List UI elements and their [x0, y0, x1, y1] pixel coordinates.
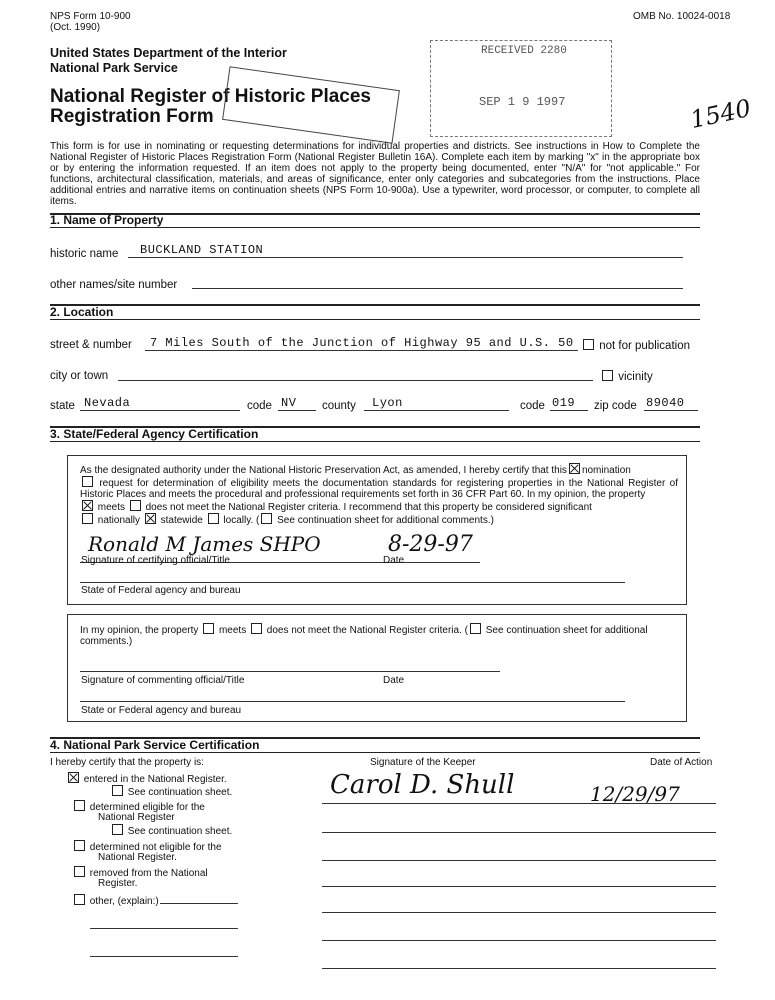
handwritten-number: 1540	[687, 93, 754, 135]
other-names-label: other names/site number	[50, 279, 178, 291]
state-code-label: code	[247, 400, 272, 412]
received-stamp	[430, 40, 612, 137]
historic-name-value[interactable]: BUCKLAND STATION	[140, 243, 264, 257]
see-cont-2[interactable]: See continuation sheet.	[110, 824, 232, 837]
does-not-meet-checkbox[interactable]	[130, 500, 141, 511]
stamp-received-text: RECEIVED 2280	[481, 45, 567, 57]
nomination-checkbox[interactable]	[569, 463, 580, 474]
certifying-signature: Ronald M James SHPO	[88, 532, 321, 556]
opinion-continuation-checkbox[interactable]	[470, 623, 481, 634]
entered-option[interactable]: entered in the National Register.	[66, 772, 227, 785]
statewide-checkbox[interactable]	[145, 513, 156, 524]
see-cont-2-checkbox[interactable]	[112, 824, 123, 835]
state-label: state	[50, 400, 75, 412]
removed-checkbox[interactable]	[74, 866, 85, 877]
certification-box	[67, 455, 687, 605]
removed-line2: Register.	[98, 878, 138, 889]
section-4-title: 4. National Park Service Certification	[50, 738, 260, 752]
form-number: NPS Form 10-900	[50, 11, 131, 22]
date-label: Date	[383, 555, 405, 566]
department-name: United States Department of the Interior	[50, 46, 287, 60]
opinion-meets-checkbox[interactable]	[203, 623, 214, 634]
keeper-signature: Carol D. Shull	[330, 770, 515, 800]
locally-checkbox[interactable]	[208, 513, 219, 524]
agency-name: National Park Service	[50, 61, 178, 75]
continuation-checkbox[interactable]	[261, 513, 272, 524]
certify-label: I hereby certify that the property is:	[50, 757, 204, 768]
signature-label: Signature of certifying official/Title	[81, 555, 230, 566]
request-checkbox[interactable]	[82, 476, 93, 487]
opinion-box	[67, 614, 687, 722]
county-code-label: code	[520, 400, 545, 412]
register-stamp	[222, 66, 400, 143]
nationally-checkbox[interactable]	[82, 513, 93, 524]
omb-number: OMB No. 10024-0018	[633, 11, 731, 22]
other-checkbox[interactable]	[74, 894, 85, 905]
street-value[interactable]: 7 Miles South of the Junction of Highway 95 and U.S. 50	[150, 336, 574, 350]
meets-checkbox[interactable]	[82, 500, 93, 511]
form-date: (Oct. 1990)	[50, 22, 101, 33]
historic-name-label: historic name	[50, 248, 119, 260]
opinion-date-label: Date	[383, 675, 405, 686]
date-of-action-label: Date of Action	[650, 757, 713, 768]
zip-value[interactable]: 89040	[646, 396, 685, 410]
removed-option[interactable]: removed from the National	[72, 866, 208, 879]
state-value[interactable]: Nevada	[84, 396, 131, 410]
vicinity[interactable]: vicinity	[600, 370, 653, 384]
eligible-checkbox[interactable]	[74, 800, 85, 811]
form-subtitle: Registration Form	[50, 106, 214, 127]
section-3-title: 3. State/Federal Agency Certification	[50, 427, 259, 441]
not-for-publication[interactable]: not for publication	[581, 339, 690, 353]
opinion-not-meet-checkbox[interactable]	[251, 623, 262, 634]
agency-label: State of Federal agency and bureau	[81, 585, 241, 596]
street-label: street & number	[50, 339, 132, 351]
vicinity-checkbox[interactable]	[602, 370, 613, 381]
section-2-title: 2. Location	[50, 305, 114, 319]
certification-text: As the designated authority under the National Historic Preservation Act, as amended, I hereby certify that this nomination request for determination of eligibility meets the documentation standards for registering properties in the National Register of Historic Places and meets the procedural and professional requirements set forth in 36 CFR Part 60. In my opinion, the property meets does not meet the National Register criteria. I recommend that this property be considered significant nationally statewide locally. ( See continuation sheet for additional comments.)	[80, 465, 678, 526]
stamp-date-text: SEP 1 9 1997	[479, 95, 566, 109]
opinion-text: In my opinion, the property meets does not meet the National Register criteria. ( See continuation sheet for additional comments.)	[80, 625, 648, 647]
see-cont-1-checkbox[interactable]	[112, 785, 123, 796]
certifying-date: 8-29-97	[388, 532, 473, 557]
zip-label: zip code	[594, 400, 637, 412]
entered-checkbox[interactable]	[68, 772, 79, 783]
other-option[interactable]: other, (explain:)	[72, 894, 159, 907]
eligible-option[interactable]: determined eligible for the	[72, 800, 205, 813]
see-cont-1[interactable]: See continuation sheet.	[110, 785, 232, 798]
not-for-publication-checkbox[interactable]	[583, 339, 594, 350]
intro-instructions: This form is for use in nominating or requesting determinations for individual properties and districts. See instructions in How to Complete the National Register of Historic Places Registration Form (National Register Bulletin 16A). Complete each item by marking "x" in the appropriate box or by entering the information requested. If an item does not apply to the property being documented, enter "N/A" for "not applicable." For functions, architectural classification, materials, and areas of significance, enter only categories and subcategories from the instructions. Place additional entries and narrative items on continuation sheets (NPS Form 10-900a). Use a typewriter, word processor, or computer, to complete all items.	[50, 141, 700, 207]
not-eligible-checkbox[interactable]	[74, 840, 85, 851]
keeper-label: Signature of the Keeper	[370, 757, 476, 768]
county-code-value[interactable]: 019	[552, 396, 576, 410]
opinion-agency-label: State or Federal agency and bureau	[81, 705, 242, 716]
state-code-value[interactable]: NV	[281, 396, 297, 410]
not-eligible-option[interactable]: determined not eligible for the	[72, 840, 222, 853]
county-value[interactable]: Lyon	[372, 396, 403, 410]
eligible-line2: National Register	[98, 812, 175, 823]
opinion-signature-label: Signature of commenting official/Title	[81, 675, 245, 686]
form-title: National Register of Historic Places	[50, 86, 371, 107]
city-label: city or town	[50, 370, 109, 382]
not-eligible-line2: National Register.	[98, 852, 177, 863]
county-label: county	[322, 400, 356, 412]
action-date: 12/29/97	[590, 782, 680, 806]
section-1-title: 1. Name of Property	[50, 213, 164, 227]
